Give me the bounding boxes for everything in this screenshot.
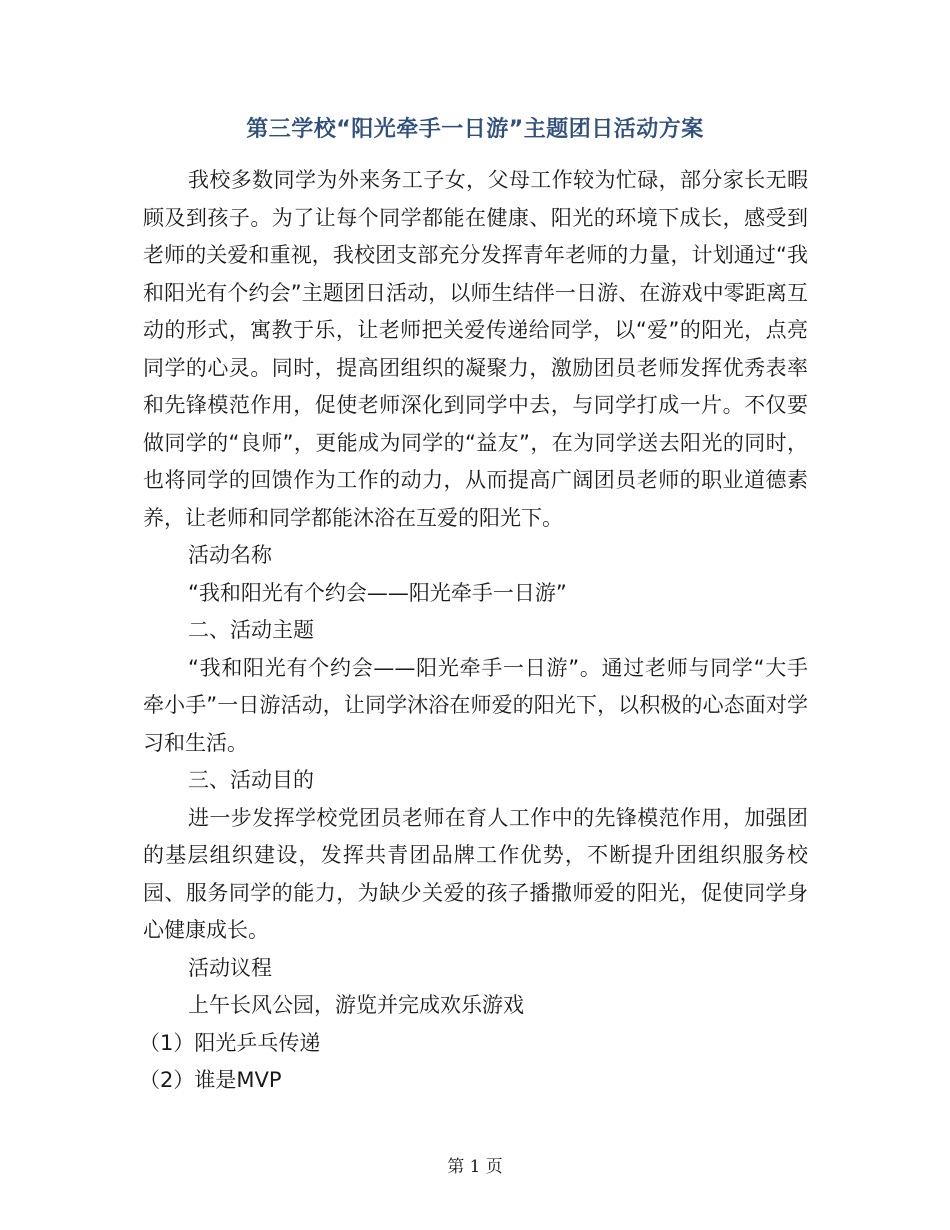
section-heading-activity-purpose: 三、活动目的 (188, 768, 314, 792)
page-number: 第 1 页 (447, 1157, 503, 1177)
activity-name-text: “我和阳光有个约会——阳光牵手一日游” (188, 580, 567, 605)
section-heading-activity-theme: 二、活动主题 (188, 618, 314, 642)
document-title: 第三学校“阳光牵手一日游”主题团日活动方案 (246, 117, 704, 142)
agenda-list-item: （2）谁是MVP (139, 1068, 282, 1092)
section-heading-agenda: 活动议程 (188, 955, 272, 980)
activity-theme-paragraph: “我和阳光有个约会——阳光牵手一日游”。通过老师与同学“大手牵小手”一日游活动，让同学沐浴在师爱的阳光下，以积极的心态面对学习和生活。 (143, 655, 808, 755)
document-body (139, 162, 808, 1100)
activity-purpose-paragraph: 进一步发挥学校党团员老师在育人工作中的先锋模范作用，加强团的基层组织建设，发挥共青团品牌工作优势，不断提升团组织服务校园、服务同学的能力，为缺少关爱的孩子播撒师爱的阳光，促使同学身心健康成长。 (143, 805, 808, 942)
agenda-list-item: （1）阳光乒乓传递 (139, 1030, 321, 1055)
agenda-morning-text: 上午长风公园，游览并完成欢乐游戏 (188, 993, 524, 1017)
intro-paragraph: 我校多数同学为外来务工子女，父母工作较为忙碌，部分家长无暇顾及到孩子。为了让每个同学都能在健康、阳光的环境下成长，感受到老师的关爱和重视，我校团支部充分发挥青年老师的力量，计划通过“我和阳光有个约会”主题团日活动，以师生结伴一日游、在游戏中零距离互动的形式，寓教于乐，让老师把关爱传递给同学，以“爱”的阳光，点亮同学的心灵。同时，提高团组织的凝聚力，激励团员老师发挥优秀表率和先锋模范作用，促使老师深化到同学中去，与同学打成一片。不仅要做同学的“良师”，更能成为同学的“益友”，在为同学送去阳光的同时，也将同学的回馈作为工作的动力，从而提高广阔团员老师的职业道德素养，让老师和同学都能沐浴在互爱的阳光下。 (143, 168, 808, 530)
section-heading-activity-name: 活动名称 (188, 543, 272, 567)
